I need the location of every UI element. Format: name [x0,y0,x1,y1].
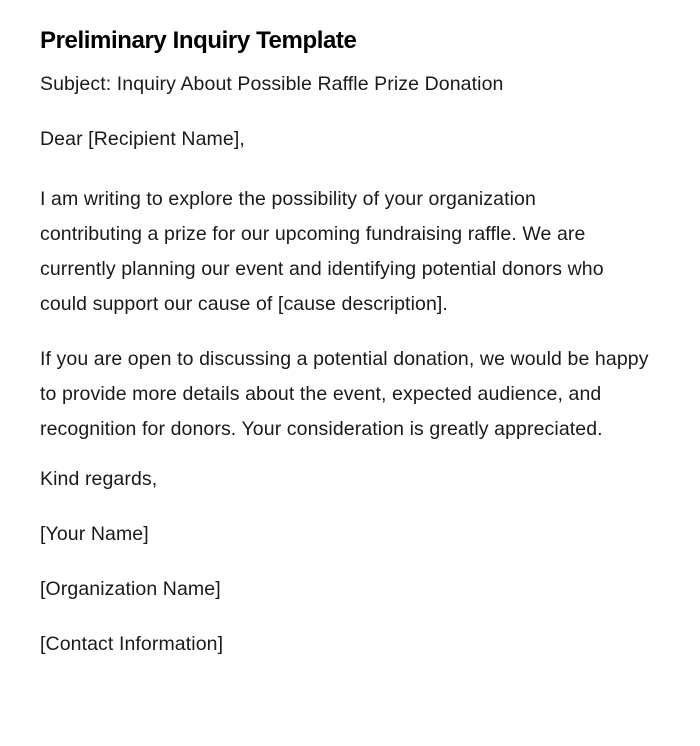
closing: Kind regards, [40,468,158,490]
subject-line: Subject: Inquiry About Possible Raffle Prize Donation [40,73,504,95]
body-paragraph-2: If you are open to discussing a potential donation, we would be happy to provide more details about the event, expected audience, and recognition for donors. Your consideration is greatly appreciated. [40,348,649,440]
signature-organization: [Organization Name] [40,578,221,600]
body-paragraph-1: I am writing to explore the possibility of your organization contributing a prize for our upcoming fundraising raffle. We are currently planning our event and identifying potential donors who could support our cause of [cause description]. [40,188,604,315]
signature-name: [Your Name] [40,523,149,545]
signature-contact: [Contact Information] [40,633,224,655]
greeting: Dear [Recipient Name], [40,128,245,150]
document-title: Preliminary Inquiry Template [40,27,357,54]
